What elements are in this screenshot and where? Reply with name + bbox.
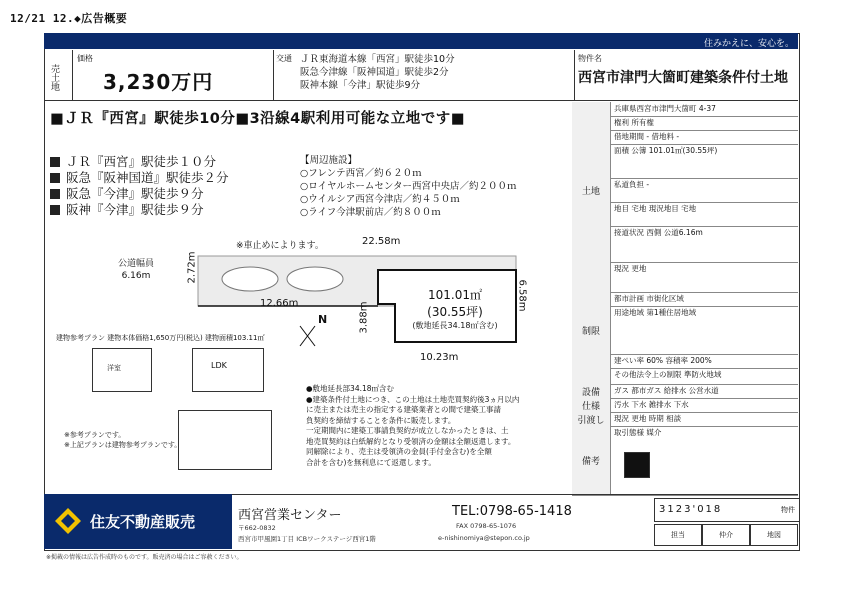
station-list [50, 154, 229, 218]
price-label: 価格 [77, 54, 93, 63]
office-email: e-nishinomiya@stepon.co.jp [438, 534, 530, 542]
top-line: 12/21 12.◆広告概要 [10, 12, 128, 25]
remarks: ●敷地延長部34.18㎡含む ●建築条件付土地につき、この土地は土地売買契約後3ヵ月以内 に売主または売主の指定する建築業者との間で建築工事請 負契約を締結することを条件に販売します。 一定期間内に建築工事請負契約が成立しなかったときは、土 地売買契約は白紙解約となり受領済の金額は全額返還します。 同解除により、売主は受領済の金員(手付金含む)を全額 合計を含む)を無利息にて返還します。 [306, 384, 520, 467]
office-name: 西宮営業センター [238, 508, 342, 523]
company-logo-icon [54, 507, 82, 535]
dim-left: 2.72m [186, 251, 198, 284]
bullet-square-icon [50, 173, 60, 183]
spec-table: 兵庫県西宮市津門大箇町 4-37 権利 所有権 借地期間 - 借地料 - 面積 公簿 101.01㎡(30.55坪) 土地 私道負担 - 地目 宅地 現況地目 宅地 接道状況 西側 公道6.16m 現況 更地 都市計画 市街化区域 制限 用途地域 第1種住居地域 建ぺい率 60% 容積率 200% その他法令上の制限 準防火地域 設備 ガス 都市ガス 給排水 公営水道 仕様 汚水 下水 雑排水 下水 引渡し 現況 更地 時期 相談 備考 取引態様 媒介 [572, 102, 798, 495]
top-banner [44, 33, 798, 49]
mini-cells [654, 524, 798, 546]
road-width: 6.16m [121, 271, 151, 281]
traffic-line: 阪神本線「今津」駅徒歩9分 [300, 80, 421, 91]
spec-label-handover: 引渡し [572, 412, 611, 426]
nearby-item: ○ロイヤルホームセンター西宮中央店／約２００ｍ [300, 181, 517, 192]
header-table [44, 50, 798, 101]
area-tsubo: (30.55坪) [427, 305, 483, 319]
spec-label-restrict: 制限 [572, 306, 611, 354]
area-m2: 101.01㎡ [428, 288, 482, 302]
road-label: 公道幅員 [118, 259, 155, 269]
mini-cell: 担当 [654, 524, 702, 546]
car-icon [222, 267, 278, 291]
mini-cell: 仲介 [702, 524, 750, 546]
company-name: 住友不動産販売 [90, 513, 196, 531]
floor-plan-2f: LDK [192, 348, 264, 392]
dim-top: 22.58m [362, 236, 401, 247]
mini-cell: 地図 [750, 524, 798, 546]
category-cell [44, 50, 73, 100]
spec-label-spec: 仕様 [572, 398, 611, 412]
station-item: 阪急『阪神国道』駅徒歩２分 [50, 170, 229, 186]
nearby-item: ○ライフ今津駅前店／約８００ｍ [300, 207, 441, 218]
traffic-cell [274, 50, 575, 100]
bullet-square-icon [50, 205, 60, 215]
spec-label-equip: 設備 [572, 384, 611, 398]
category-label: 売土地 [49, 64, 59, 91]
area-note: (敷地延長34.18㎡含む) [412, 321, 498, 330]
bullet-square-icon [50, 157, 60, 167]
traffic-line: 阪急今津線「阪神国道」駅徒歩2分 [300, 67, 449, 78]
nearby-list [300, 154, 517, 219]
office-tel: TEL:0798-65-1418 [452, 504, 572, 519]
floor-plan-3f [178, 410, 272, 470]
property-code: 3123'018 [659, 504, 723, 515]
office-address: 西宮市甲風園1丁目 ICBワークステージ西宮1階 [238, 535, 376, 543]
plan-notes: ※参考プランです。 ※上記プランは建物参考プランです。 [64, 431, 182, 449]
north-label: N [318, 313, 328, 326]
spec-label-remarks: 備考 [572, 426, 611, 495]
property-name: 西宮市津門大箇町建築条件付土地 [578, 70, 788, 86]
traffic-label: 交通 [276, 54, 292, 63]
nearby-item: ○フレンテ西宮／約６２０ｍ [300, 168, 422, 179]
price-value: 3,230万円 [103, 70, 214, 94]
dim-vert: 3.88m [358, 301, 370, 334]
office-fax: FAX 0798-65-1076 [456, 522, 517, 530]
slogan: 住みかえに、安心を。 [703, 39, 794, 49]
bullet-square-icon [50, 189, 60, 199]
price-cell [73, 50, 274, 100]
nearby-title: 【周辺施設】 [300, 155, 358, 166]
qr-code-icon [624, 452, 650, 478]
spec-label-land: 土地 [572, 178, 611, 202]
floor-plan-1f: 洋室 [92, 348, 152, 392]
plan-title: 建物参考プラン 建物本体価格1,650万円(税込) 建物面積103.11㎡ [56, 334, 265, 342]
nearby-item: ○ウイルシア西宮今津店／約４５０ｍ [300, 194, 460, 205]
office-postal: 〒662-0832 [238, 524, 276, 532]
traffic-line: ＪＲ東海道本線「西宮」駅徒歩10分 [300, 54, 455, 65]
code-box [654, 498, 800, 522]
dim-right: 6.58m [516, 279, 528, 312]
dim-bottom: 10.23m [420, 352, 459, 363]
lot-area-box [400, 286, 510, 331]
map-note: ※車止めによります。 [236, 241, 324, 251]
car-icon [287, 267, 343, 291]
property-cell [575, 50, 797, 100]
property-label: 物件名 [578, 54, 602, 63]
disclaimer: ※掲載の情報は広告作成時のものです。販売済の場合はご容赦ください。 [46, 554, 243, 561]
station-item: 阪神『今津』駅徒歩９分 [50, 202, 229, 218]
station-item: ＪＲ『西宮』駅徒歩１０分 [50, 154, 229, 170]
headline: ■ＪＲ『西宮』駅徒歩10分■3沿線4駅利用可能な立地です■ [50, 111, 465, 127]
code-label: 物件 [781, 506, 795, 514]
road-width-box [118, 258, 154, 282]
dim-mid: 12.66m [260, 298, 299, 309]
station-item: 阪急『今津』駅徒歩９分 [50, 186, 229, 202]
